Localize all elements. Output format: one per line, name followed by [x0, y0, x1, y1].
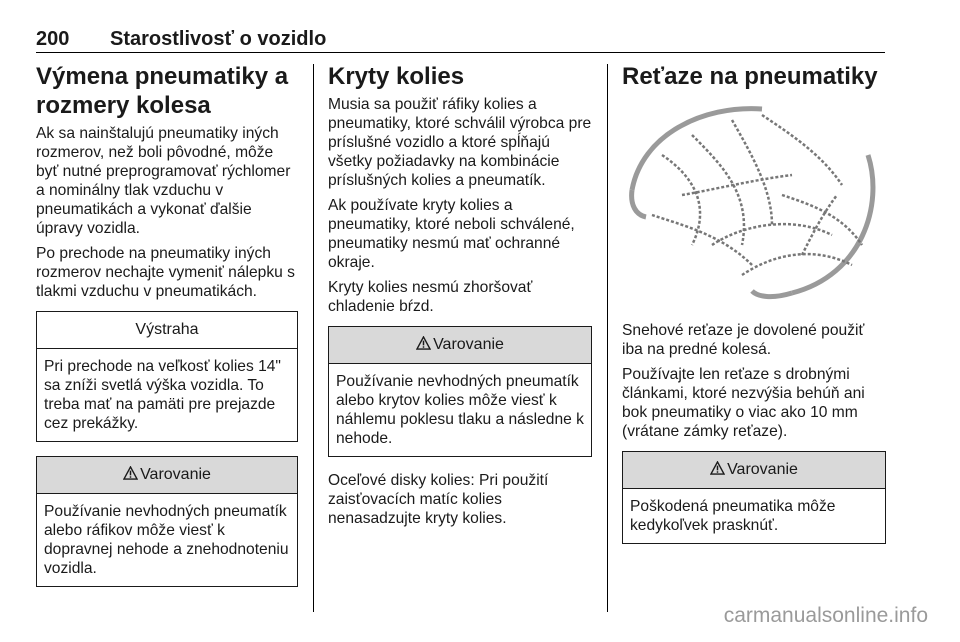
column-wheel-covers: [328, 62, 592, 534]
paragraph: Musia sa použiť ráfiky kolies a pneumatiky, ktoré schválil výrobca pre príslušné vozidlo a ktoré spĺňajú všetky požiadavky na kombinácie príslušných kolies a pneumatík.: [328, 96, 592, 189]
warning-title: Varovanie: [140, 466, 211, 483]
warning-header: [623, 452, 885, 489]
warning-box: [36, 456, 298, 587]
warning-triangle-icon: [710, 461, 725, 475]
section-heading: Výmena pneumatiky a rozmery kolesa: [36, 63, 289, 119]
warning-body: Používanie nevhodných pneumatík alebo ráfikov môže viesť k dopravnej nehode a znehodnoteniu vozidla.: [44, 503, 289, 577]
snow-chains-illustration: [622, 95, 886, 309]
page-header: [36, 28, 886, 52]
section-heading: Kryty kolies: [328, 63, 465, 90]
notice-body: Pri prechode na veľkosť kolies 14" sa zníži svetlá výška vozidla. To treba mať na pamäti pre prejazde cez prekážky.: [44, 358, 281, 432]
warning-body: Používanie nevhodných pneumatík alebo krytov kolies môže viesť k náhlemu poklesu tlaku a následne k nehode.: [336, 373, 584, 447]
paragraph: Používajte len reťaze s drobnými článkami, ktoré nezvýšia behúň ani bok pneumatiky o viac ako 10 mm (vrátane zámky reťaze).: [622, 366, 865, 440]
warning-body: Poškodená pneumatika môže kedykoľvek prasknúť.: [630, 498, 836, 534]
watermark: carmanualsonline.info: [723, 604, 928, 627]
column-divider: [313, 64, 314, 612]
section-heading: Reťaze na pneumatiky: [622, 63, 878, 90]
page-number: 200: [36, 28, 70, 50]
paragraph: Snehové reťaze je dovolené použiť iba na predné kolesá.: [622, 322, 865, 358]
header-rule: [36, 52, 885, 53]
warning-header: [37, 457, 297, 494]
warning-triangle-icon: [416, 336, 431, 350]
warning-box: [622, 451, 886, 544]
paragraph: Kryty kolies nesmú zhoršovať chladenie bŕzd.: [328, 279, 533, 315]
paragraph: Po prechode na pneumatiky iných rozmerov nechajte vymeniť nálepku s tlakmi vzduchu v pneumatikách.: [36, 245, 295, 300]
warning-title: Varovanie: [433, 336, 504, 353]
warning-title: Varovanie: [727, 461, 798, 478]
warning-header: [329, 327, 591, 364]
running-title: Starostlivosť o vozidlo: [110, 28, 327, 50]
column-divider: [607, 64, 608, 612]
notice-box: [36, 311, 298, 442]
column-tire-change: [36, 62, 298, 601]
warning-triangle-icon: [123, 466, 138, 480]
paragraph: Ak sa nainštalujú pneumatiky iných rozmerov, než boli pôvodné, môže byť nutné preprogramovať rýchlomer a nominálny tlak vzduchu v pneumatikách a vykonať ďalšie úpravy vozidla.: [36, 125, 291, 237]
column-snow-chains: [622, 62, 886, 558]
paragraph: Ak používate kryty kolies a pneumatiky, ktoré neboli schválené, pneumatiky nesmú mať ochranné okraje.: [328, 197, 575, 271]
notice-title: Výstraha: [37, 312, 297, 349]
warning-box: [328, 326, 592, 457]
paragraph: Oceľové disky kolies: Pri použití zaisťovacích matíc kolies nenasadzujte kryty kolies.: [328, 472, 549, 527]
